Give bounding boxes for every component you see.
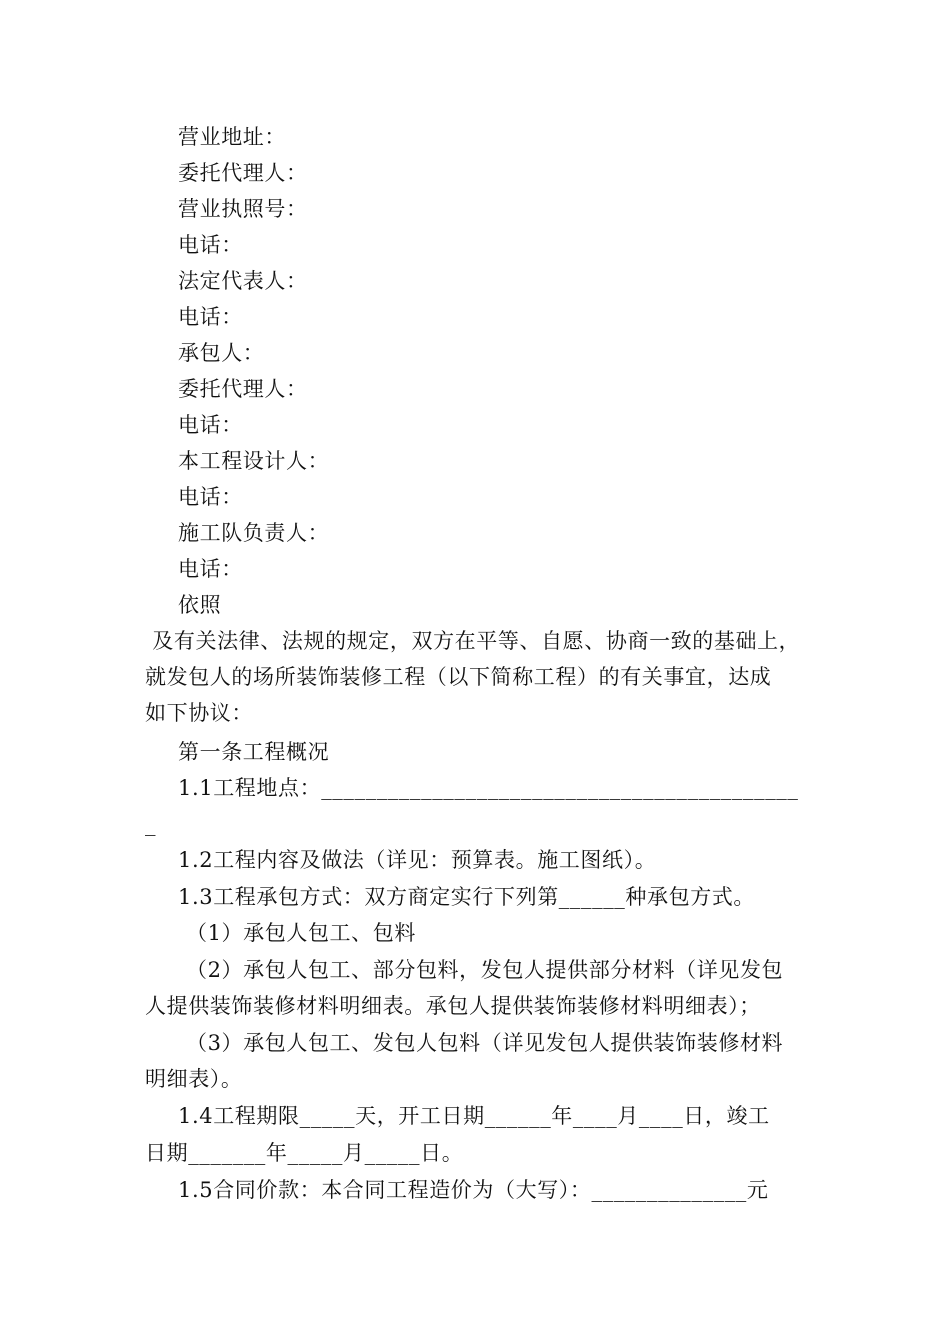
clause-text: 日期_______年_____月_____日。 [145,1141,464,1165]
field-agent: 委托代理人： [178,377,308,401]
paragraph-text: 如下协议： [145,701,253,725]
field-agent: 委托代理人： [178,161,308,185]
field-phone: 电话： [178,413,243,437]
field-phone: 电话： [178,557,243,581]
list-item: （1）承包人包工、包料 [186,921,416,945]
field-phone: 电话： [178,305,243,329]
clause-text: 1.5合同价款：本合同工程造价为（大写）：______________元 [178,1178,769,1202]
clause-text: 1.1工程地点：___________________________________________ [178,776,799,800]
field-legal-representative: 法定代表人： [178,269,308,293]
list-item: （3）承包人包工、发包人包料（详见发包人提供装饰装修材料 [186,1031,784,1055]
field-business-license: 营业执照号： [178,197,308,221]
clause-text: 1.3工程承包方式：双方商定实行下列第______种承包方式。 [178,885,755,909]
field-contractor: 承包人： [178,341,265,365]
clause-text: _ [145,812,157,836]
clause-text: 1.2工程内容及做法（详见：预算表。施工图纸）。 [178,848,657,872]
field-team-leader: 施工队负责人： [178,521,330,545]
list-item: （2）承包人包工、部分包料，发包人提供部分材料（详见发包 [186,958,784,982]
clause-text: 1.4工程期限_____天，开工日期______年____月____日，竣工 [178,1104,770,1128]
paragraph-text: 就发包人的场所装饰装修工程（以下简称工程）的有关事宜，达成 [145,665,772,689]
section-heading: 第一条工程概况 [178,740,330,764]
paragraph-text: 及有关法律、法规的规定，双方在平等、自愿、协商一致的基础上， [145,629,801,653]
list-item: 明细表）。 [145,1067,243,1091]
field-business-address: 营业地址： [178,125,286,149]
field-phone: 电话： [178,233,243,257]
field-designer: 本工程设计人： [178,449,330,473]
paragraph-text: 依照 [178,593,222,617]
field-phone: 电话： [178,485,243,509]
list-item: 人提供装饰装修材料明细表。承包人提供装饰装修材料明细表）； [145,994,761,1018]
